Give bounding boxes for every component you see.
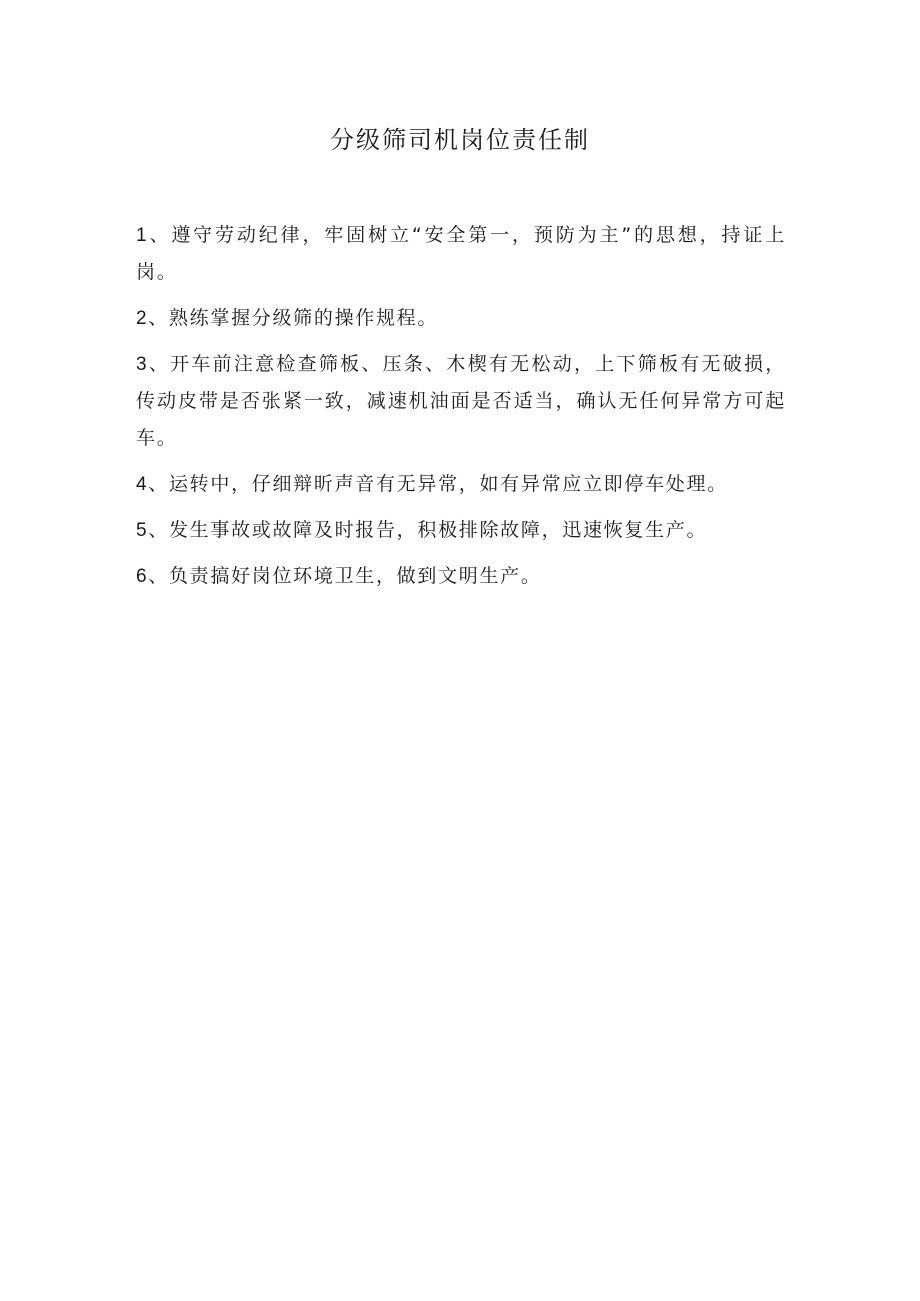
clause-number: 4 bbox=[136, 474, 149, 495]
clause-item bbox=[136, 466, 786, 503]
clause-item bbox=[136, 512, 786, 549]
clause-item bbox=[136, 300, 786, 337]
clause-text: 、开车前注意检查筛板、压条、木楔有无松动，上下筛板有无破损，传动皮带是否张紧一致，减速机油面是否适当，确认无任何异常方可起车。 bbox=[136, 353, 786, 449]
clause-text: 、负责搞好岗位环境卫生，做到文明生产。 bbox=[148, 565, 542, 587]
clause-number: 6 bbox=[136, 566, 149, 587]
clause-item bbox=[136, 346, 786, 457]
clause-number: 5 bbox=[136, 520, 149, 541]
clause-text: 、运转中，仔细辩昕声音有无异常，如有异常应立即停车处理。 bbox=[148, 473, 728, 495]
clause-list bbox=[136, 217, 786, 604]
clause-item bbox=[136, 217, 786, 291]
clause-number: 2 bbox=[136, 308, 149, 329]
clause-number: 3 bbox=[136, 354, 149, 375]
clause-text: 、遵守劳动纪律，牢固树立“安全第一，预防为主”的思想，持证上岗。 bbox=[136, 224, 786, 283]
clause-number: 1 bbox=[136, 225, 149, 246]
clause-text: 、发生事故或故障及时报告，积极排除故障，迅速恢复生产。 bbox=[148, 519, 708, 541]
document-title: 分级筛司机岗位责任制 bbox=[330, 126, 590, 154]
clause-text: 、熟练掌握分级筛的操作规程。 bbox=[148, 307, 439, 329]
clause-item bbox=[136, 558, 786, 595]
